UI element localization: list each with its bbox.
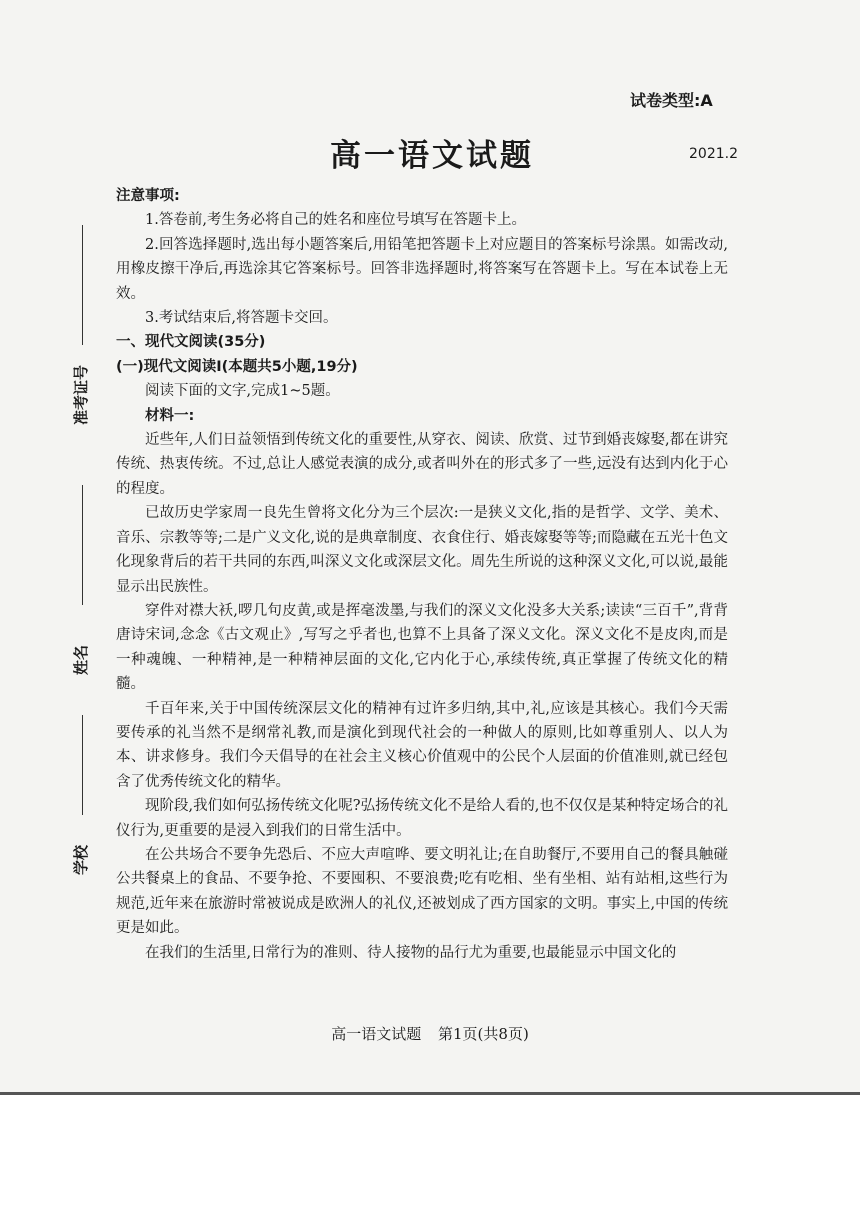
notice-item: 2.回答选择题时,选出每小题答案后,用铅笔把答题卡上对应题目的答案标号涂黑。如需改动,用橡皮擦干净后,再选涂其它答案标号。回答非选择题时,将答案写在答题卡上。写在本试卷上无效。 — [116, 236, 728, 302]
exam-date: 2021.2 — [689, 146, 738, 162]
candidate-number-line — [82, 225, 83, 345]
passage-paragraph: 千百年来,关于中国传统深层文化的精神有过许多归纳,其中,礼,应该是其核心。我们今天需要传承的礼当然不是纲常礼教,而是演化到现代社会的一种做人的原则,比如尊重别人、以人为本、讲求修身。我们今天倡导的在社会主义核心价值观中的公民个人层面的价值准则,就已经包含了优秀传统文化的精华。 — [116, 700, 728, 790]
subsection-heading: (一)现代文阅读Ⅰ(本题共5小题,19分) — [116, 358, 358, 375]
passage-paragraph: 近些年,人们日益领悟到传统文化的重要性,从穿衣、阅读、欣赏、过节到婚丧嫁娶,都在讲究传统、热衷传统。不过,总让人感觉表演的成分,或者叫外在的形式多了一些,远没有达到内化于心的程度。 — [116, 432, 728, 497]
passage-paragraph: 在我们的生活里,日常行为的准则、待人接物的品行尤为重要,也最能显示中国文化的 — [145, 944, 677, 961]
notice-item: 3.考试结束后,将答题卡交回。 — [145, 310, 338, 327]
material-label: 材料一: — [145, 407, 195, 424]
notice-item: 1.答卷前,考生务必将自己的姓名和座位号填写在答题卡上。 — [145, 212, 526, 229]
school-label: 学校 — [72, 844, 90, 875]
passage-paragraph: 已故历史学家周一良先生曾将文化分为三个层次:一是狭义文化,指的是哲学、文学、美术、音乐、宗教等等;二是广义文化,说的是典章制度、衣食住行、婚丧嫁娶等等;而隐藏在五光十色文化现象背后的若干共同的东西,叫深义文化或深层文化。周先生所说的这种深义文化,可以说,最能显示出民族性。 — [116, 505, 728, 595]
exam-type: 试卷类型:A — [630, 91, 713, 110]
section-heading: 一、现代文阅读(35分) — [116, 334, 266, 351]
binding-margin — [62, 225, 102, 885]
passage-paragraph: 在公共场合不要争先恐后、不应大声喧哗、要文明礼让;在自助餐厅,不要用自己的餐具触碰公共餐桌上的食品、不要争抢、不要囤积、不要浪费;吃有吃相、坐有坐相、站有站相,这些行为规范,近年来在旅游时常被说成是欧洲人的礼仪,还被划成了西方国家的文明。事实上,中国的传统更是如此。 — [116, 846, 728, 937]
exam-body — [116, 184, 728, 965]
page-title: 高一语文试题 — [330, 138, 534, 174]
page-footer — [0, 1023, 860, 1044]
notice-heading: 注意事项: — [116, 188, 180, 204]
name-line — [82, 485, 83, 605]
name-label: 姓名 — [72, 644, 90, 675]
footer-page-number: 第1页(共8页) — [438, 1025, 529, 1043]
passage-paragraph: 穿件对襟大袄,啰几句皮黄,或是挥毫泼墨,与我们的深义文化没多大关系;读读“三百千”,背背唐诗宋词,念念《古文观止》,写写之乎者也,也算不上具备了深义文化。深义文化不是皮肉,而是一种魂魄、一种精神,是一种精神层面的文化,它内化于心,承续传统,真正掌握了传统文化的精髓。 — [116, 602, 728, 693]
scan-edge-line — [0, 1092, 860, 1095]
candidate-number-label: 准考证号 — [72, 364, 90, 425]
reading-instruction: 阅读下面的文字,完成1~5题。 — [145, 383, 340, 400]
school-line — [82, 715, 83, 815]
footer-title: 高一语文试题 — [331, 1025, 422, 1043]
passage-paragraph: 现阶段,我们如何弘扬传统文化呢?弘扬传统文化不是给人看的,也不仅仅是某种特定场合的礼仪行为,更重要的是浸入到我们的日常生活中。 — [116, 798, 728, 839]
